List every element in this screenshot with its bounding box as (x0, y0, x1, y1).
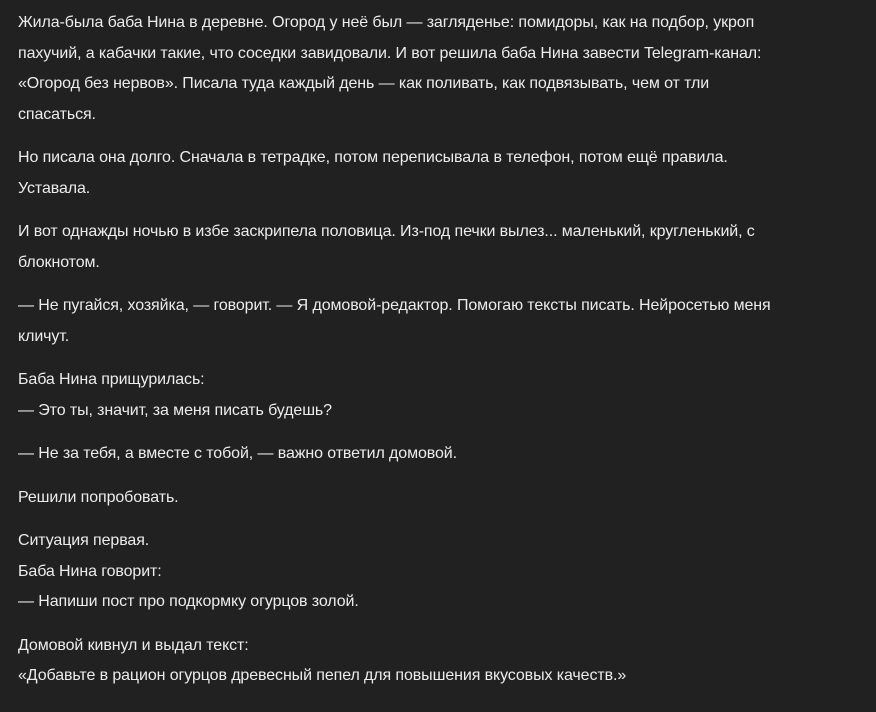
text-line: кличут. (18, 327, 70, 345)
paragraph-2 (18, 143, 868, 204)
paragraph-5 (18, 365, 868, 426)
text-line: Жила-была баба Нина в деревне. Огород у неё был — загляденье: помидоры, как на подбор, укроп (18, 14, 755, 31)
text-line: пахучий, а кабачки такие, что соседки завидовали. И вот решила баба Нина завести Telegram-канал: (18, 44, 762, 62)
paragraph-4 (18, 291, 868, 352)
text-line: И вот однажды ночью в избе заскрипела половица. Из-под печки вылез... маленький, кругленький, с (18, 223, 755, 240)
text-line: — Это ты, значит, за меня писать будешь? (18, 401, 332, 419)
paragraph-7 (18, 483, 868, 514)
text-line: Домовой кивнул и выдал текст: (18, 636, 249, 654)
text-line: Ситуация первая. (18, 532, 150, 549)
text-line: Баба Нина говорит: (18, 562, 162, 580)
text-line: Но писала она долго. Сначала в тетрадке, потом переписывала в телефон, потом ещё правила. (18, 149, 728, 166)
text-line: — Напиши пост про подкормку огурцов золой. (18, 593, 359, 610)
paragraph-9 (18, 631, 868, 692)
paragraph-6 (18, 439, 868, 470)
text-line: блокнотом. (18, 253, 100, 271)
text-line: «Огород без нервов». Писала туда каждый день — как поливать, как подвязывать, чем от тли (18, 75, 710, 92)
text-line: спасаться. (18, 105, 96, 123)
text-line: Баба Нина прищурилась: (18, 371, 205, 388)
paragraph-8 (18, 526, 868, 618)
text-line: «Добавьте в рацион огурцов древесный пепел для повышения вкусовых качеств.» (18, 667, 627, 684)
text-line: Уставала. (18, 179, 91, 197)
text-line: Решили попробовать. (18, 488, 179, 506)
text-line: — Не пугайся, хозяйка, — говорит. — Я домовой-редактор. Помогаю тексты писать. Нейросетью меня (18, 297, 771, 314)
paragraph-3 (18, 217, 868, 278)
paragraph-1 (18, 8, 868, 130)
text-line: — Не за тебя, а вместе с тобой, — важно ответил домовой. (18, 445, 457, 462)
